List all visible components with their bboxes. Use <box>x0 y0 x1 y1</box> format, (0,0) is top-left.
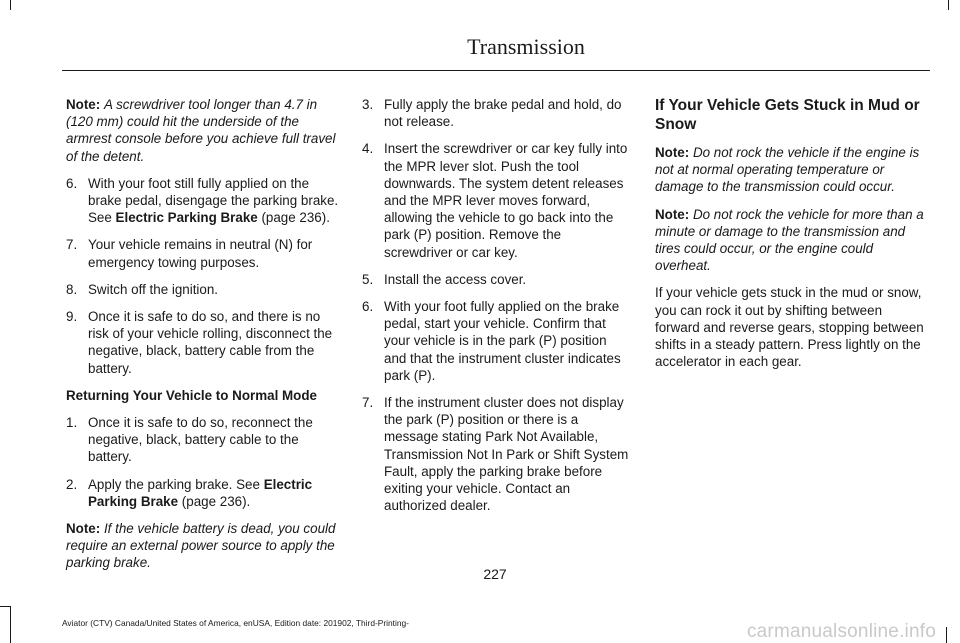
step-tail: (page 236). <box>257 210 330 226</box>
note-text: Do not rock the vehicle if the engine is not at normal operating temperature or damage to the transmission could occur. <box>655 145 920 195</box>
section-heading: Returning Your Vehicle to Normal Mode <box>66 387 317 403</box>
list-item <box>66 281 342 298</box>
note-paragraph <box>655 144 930 196</box>
page-title: Transmission <box>467 34 585 59</box>
step-number: 3. <box>362 97 374 112</box>
crop-mark-top-left <box>10 0 11 10</box>
steps-list-3 <box>362 96 632 514</box>
step-text: Fully apply the brake pedal and hold, do not release. <box>384 97 622 130</box>
step-text: Install the access cover. <box>384 271 527 287</box>
body-paragraph: If your vehicle gets stuck in the mud or snow, you can rock it out by shifting between forward and reverse gears, stopping between shifts in a steady pattern. Press lightly on the accelerator in each gear. <box>655 285 924 370</box>
note-paragraph <box>66 96 342 165</box>
step-text: Switch off the ignition. <box>88 281 219 297</box>
note-text: Do not rock the vehicle for more than a minute or damage to the transmission and tires could occur, or the engine could overheat. <box>655 206 924 274</box>
crop-mark-bottom-left-h <box>0 606 11 607</box>
page-number: 227 <box>483 566 507 582</box>
step-text: Apply the parking brake. See <box>88 476 264 492</box>
note-paragraph <box>655 206 930 275</box>
step-number: 8. <box>66 281 78 297</box>
list-item <box>66 236 342 270</box>
note-label: Note: <box>655 145 690 160</box>
section-heading-stuck: If Your Vehicle Gets Stuck in Mud or Snow <box>655 97 920 133</box>
step-number: 7. <box>362 395 374 411</box>
step-text: Insert the screwdriver or car key fully into the MPR lever slot. Push the tool downwards. The system detent releases and the MPR lever moves forward, allowing the vehicle to go back into the park (P) position. Remove the screwdriver or car key. <box>384 141 628 260</box>
step-text: With your foot fully applied on the brake pedal, start your vehicle. Confirm that your vehicle is in the park (P) position and that the instrument cluster indicates park (P). <box>384 299 621 383</box>
watermark: carmanualsonline.info <box>746 621 936 642</box>
step-number: 9. <box>66 309 78 325</box>
list-item <box>362 140 632 260</box>
list-item <box>362 298 632 384</box>
link-electric-parking-brake[interactable]: Electric Parking Brake <box>88 476 313 509</box>
list-item <box>66 414 342 466</box>
footer-edition-text: Aviator (CTV) Canada/United States of America, enUSA, Edition date: 201902, Third-Printing- <box>62 618 409 628</box>
note-text: If the vehicle battery is dead, you could require an external power source to apply the parking brake. <box>66 521 336 571</box>
note-label: Note: <box>66 97 101 112</box>
crop-mark-bottom-right-v <box>946 627 947 643</box>
step-number: 7. <box>66 237 78 253</box>
column-1 <box>66 96 342 582</box>
note-paragraph-2 <box>66 520 342 572</box>
list-item <box>66 308 342 377</box>
crop-mark-top-right <box>948 0 949 10</box>
step-text: Once it is safe to do so, reconnect the negative, black, battery cable to the battery. <box>88 415 313 465</box>
crop-mark-bottom-left-v <box>10 606 11 643</box>
note-label: Note: <box>66 521 101 537</box>
column-3 <box>655 96 930 380</box>
link-electric-parking-brake[interactable]: Electric Parking Brake <box>115 210 258 226</box>
step-number: 2. <box>66 476 78 492</box>
list-item <box>362 96 632 130</box>
list-item <box>362 394 632 514</box>
step-number: 5. <box>362 271 374 287</box>
step-tail: (page 236). <box>178 493 251 509</box>
list-item <box>362 271 632 288</box>
note-label: Note: <box>655 206 690 222</box>
step-number: 4. <box>362 141 374 157</box>
header-rule <box>62 70 930 71</box>
note-text: A screwdriver tool longer than 4.7 in (120 mm) could hit the underside of the armrest console before you achieve full travel of the detent. <box>66 97 336 164</box>
step-number: 1. <box>66 415 78 431</box>
column-2 <box>362 96 632 524</box>
step-text: With your foot still fully applied on the brake pedal, disengage the parking brake. See <box>88 175 339 226</box>
step-text: If the instrument cluster does not display the park (P) position or there is a message stating Park Not Available, Transmission Not In Park or Shift System Fault, apply the parking brake before exiting your vehicle. Contact an authorized dealer. <box>384 395 629 514</box>
list-item <box>66 476 342 510</box>
steps-list-2 <box>66 414 342 510</box>
step-number: 6. <box>362 299 374 315</box>
step-text: Your vehicle remains in neutral (N) for emergency towing purposes. <box>88 237 313 270</box>
step-text: Once it is safe to do so, and there is no risk of your vehicle rolling, disconnect the negative, black, battery cable from the battery. <box>88 309 333 376</box>
steps-list <box>66 175 342 377</box>
list-item <box>66 175 342 227</box>
step-number: 6. <box>66 175 78 191</box>
